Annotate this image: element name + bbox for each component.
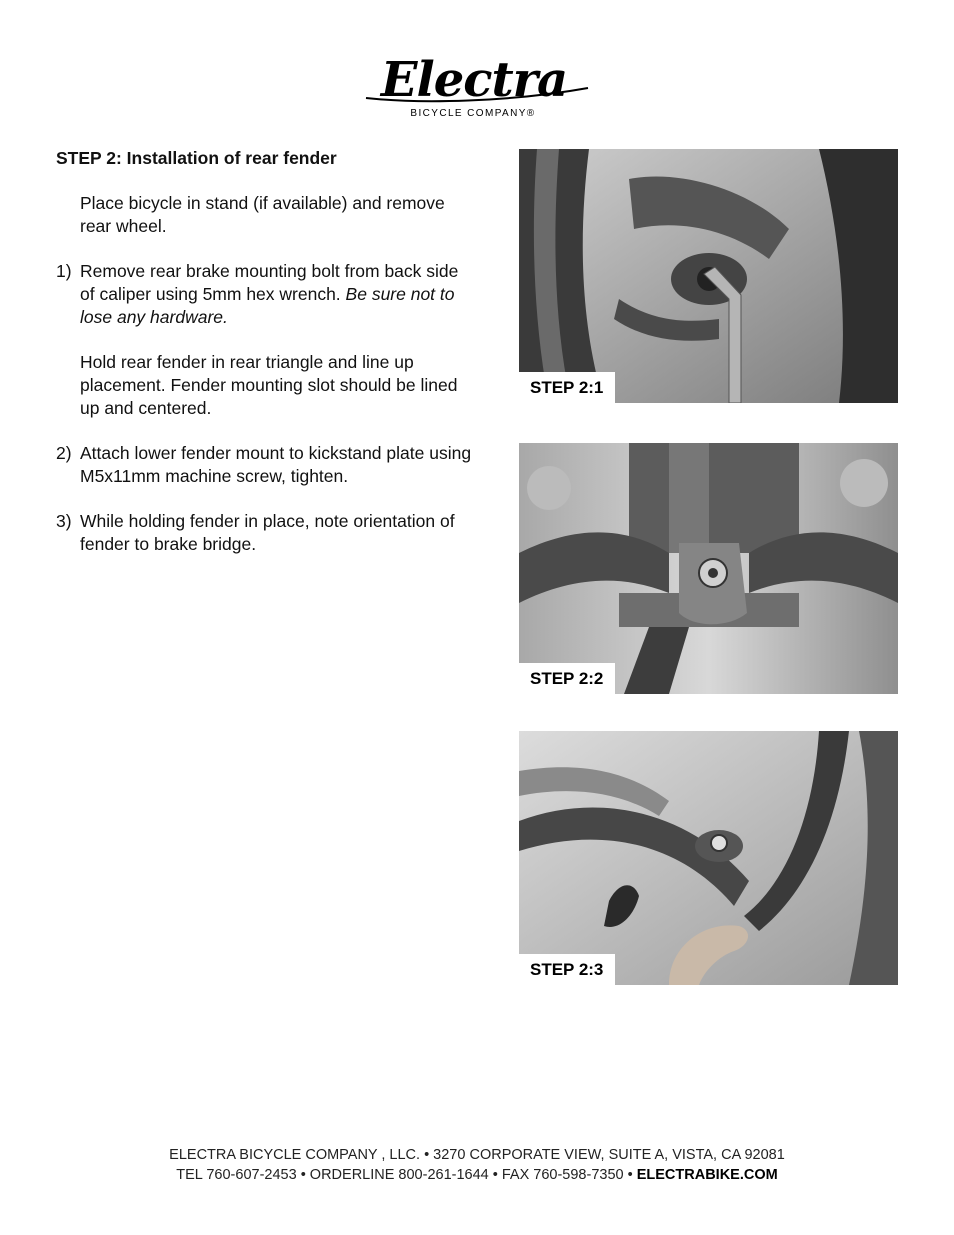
step-emphasis: Be sure not to lose any hardware. [80,284,455,327]
step-label: STEP 2:3 [519,954,615,985]
electra-logo [360,52,592,122]
photo-step-2-1 [519,149,898,403]
step-number: 3) [56,511,72,531]
kickstand-plate-photo-icon [519,443,898,694]
step-heading: STEP 2: Installation of rear fender [56,148,337,168]
step-item-2 [56,442,476,488]
photo-step-2-2 [519,443,898,694]
step-item-1b [56,351,476,420]
step-number: 1) [56,261,72,281]
step-text: Hold rear fender in rear triangle and line up placement. Fender mounting slot should be lined up and centered. [80,352,458,418]
step-number: 2) [56,443,72,463]
step-text: Remove rear brake mounting bolt from back side of caliper using 5mm hex wrench. [80,261,459,304]
logo-subtitle: BICYCLE COMPANY® [410,108,536,119]
brake-bridge-photo-icon [519,731,898,985]
hex-wrench-brake-photo-icon [519,149,898,403]
step-item-3 [56,510,476,556]
step-label: STEP 2:2 [519,663,615,694]
intro-text: Place bicycle in stand (if available) and remove rear wheel. [80,193,445,236]
footer [0,1145,954,1185]
step-label: STEP 2:1 [519,372,615,403]
instructions [56,147,476,578]
footer-address: ELECTRA BICYCLE COMPANY , LLC. • 3270 CORPORATE VIEW, SUITE A, VISTA, CA 92081 [169,1147,785,1163]
step-text: While holding fender in place, note orientation of fender to brake bridge. [80,511,455,554]
footer-contact [0,1165,954,1185]
step-text: Attach lower fender mount to kickstand plate using M5x11mm machine screw, tighten. [80,443,472,486]
footer-phone-line: TEL 760-607-2453 • ORDERLINE 800-261-1644 • FAX 760-598-7350 • [176,1167,633,1183]
intro-paragraph [56,192,476,238]
photo-step-2-3 [519,731,898,985]
step-item-1 [56,260,476,329]
footer-website-link[interactable]: ELECTRABIKE.COM [636,1167,778,1183]
logo-wordmark: Electra [380,52,568,108]
